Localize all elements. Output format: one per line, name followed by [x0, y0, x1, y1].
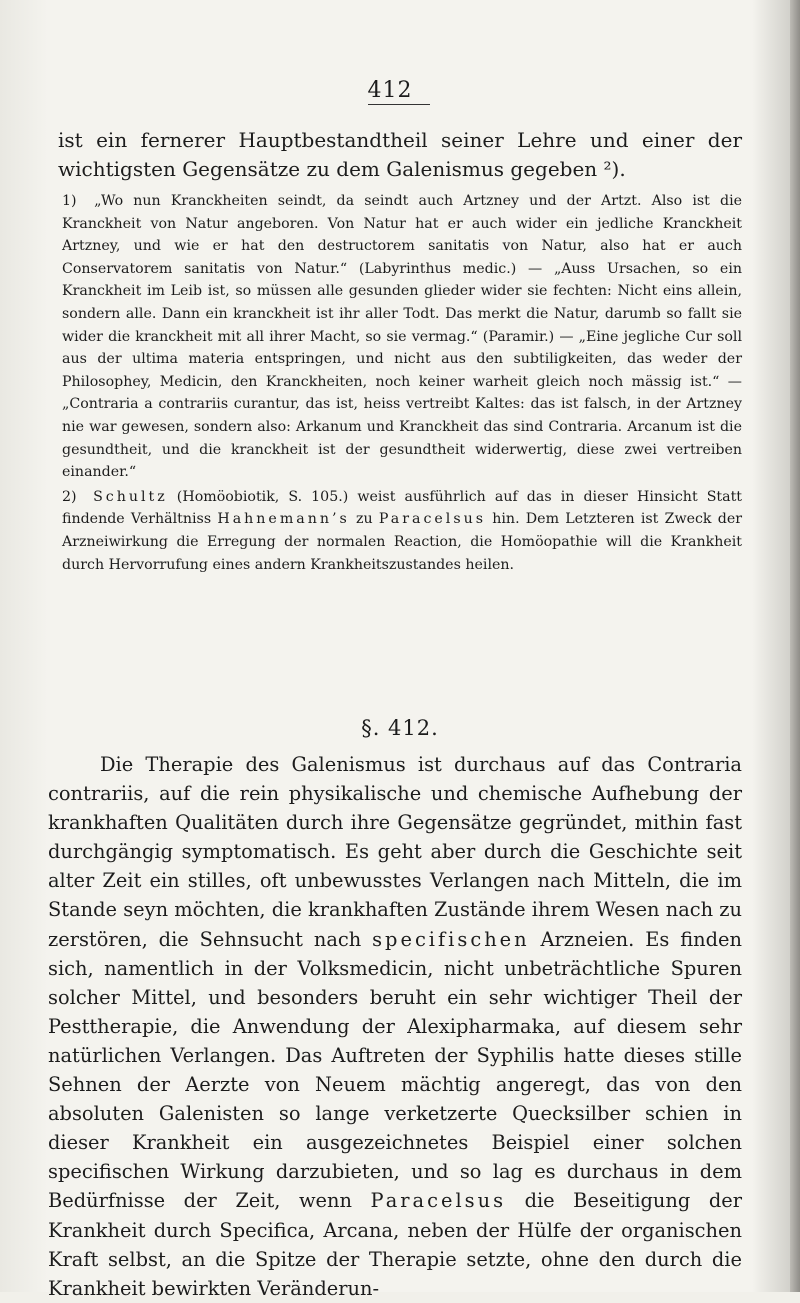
footnotes: [62, 190, 742, 578]
footnote-1: [62, 190, 742, 484]
footnote-2-text-c: hin. Dem Letzteren ist Zweck der Arzneiwirkung die Erregung der normalen Reaction, die Homöopathie will die Krankheit durch Hervorrufung eines andern Krankheitszustandes heilen.: [62, 511, 743, 573]
body-text-3: die Beseitigung der Krankheit durch Specifica, Arcana, neben der Hülfe der organischen Kraft selbst, an die Spitze der Therapie setzte, ohne den durch die Krankheit bewirkten Veränderun-: [48, 1189, 743, 1300]
page-edge-shadow: [790, 0, 800, 1292]
footnote-2-name-paracelsus: Paracelsus: [378, 511, 487, 528]
footnote-2-text-b: zu: [349, 511, 379, 528]
footnote-1-text: „Wo nun Kranckheiten seindt, da seindt auch Artzney und der Artzt. Also ist die Kranckheit von Natur angeboren. Von Natur hat er auch wider ein jedliche Kranckheit Artzney, und wie er hat den destructorem sanitatis von Natur, also hat er auch Conservatorem sanitatis von Natur.“ (Labyrinthus medic.) — „Auss Ursachen, so ein Kranckheit im Leib ist, so müssen alle gesunden glieder wider sie fechten: Nicht eins allein, sondern alle. Dann ein kranckheit ist ihr aller Todt. Das merkt die Natur, darumb so fallt sie wider die kranckheit mit all ihrer Macht, so sie vermag.“ (Paramir.) — „Eine jegliche Cur soll aus der ultima materia entspringen, und nicht aus den subtiligkeiten, das weder der Philosophey, Medicin, den Kranckheiten, noch keiner warheit gleich noch mässig ist.“ — „Contraria a contrariis curantur, das ist, heiss vertreibt Kaltes: das ist falsch, in der Artzney nie war gewesen, sondern also: Arkanum und Kranckheit das sind Contraria. Arcanum ist die gesundtheit, und die kranckheit ist der gesundtheit widerwertig, diese zwei vertreiben einander.“: [62, 193, 743, 481]
body-text-1: Die Therapie des Galenismus ist durchaus auf das Contraria contrariis, auf die rein physikalische und chemische Aufhebung der krankhaften Qualitäten durch ihre Gegensätze gegründet, mithin fast durchgängig symptomatisch. Es geht aber durch die Geschichte seit alter Zeit ein stilles, oft unbewusstes Verlangen nach Mitteln, die im Stande seyn möchten, die krankhaften Zustände ihrem Wesen nach zu zerstören, die Sehnsucht nach: [48, 753, 742, 951]
footnote-2: [62, 486, 742, 576]
footnote-2-label: 2): [62, 488, 77, 505]
body-emphasis-specifischen: specifischen: [372, 927, 530, 951]
footnote-2-name-schultz: Schultz: [93, 488, 168, 505]
body-emphasis-paracelsus: Paracelsus: [370, 1189, 507, 1213]
body-text-2: Arzneien. Es finden sich, namentlich in der Volksmedicin, nicht unbeträchtliche Spuren solcher Mittel, und besonders beruht ein sehr wichtiger Theil der Pesttherapie, die Anwendung der Alexipharmaka, auf diesem sehr natürlichen Verlangen. Das Auftreten der Syphilis hatte dieses stille Sehnen der Aerzte von Neuem mächtig angeregt, das von den absoluten Galenisten so lange verketzerte Quecksilber schien in dieser Krankheit ein ausgezeichnetes Beispiel einer solchen specifischen Wirkung darzubieten, und so lag es durchaus in dem Bedürfnisse der Zeit, wenn: [48, 927, 742, 1213]
section-heading: §. 412.: [361, 716, 439, 740]
page-number: 412: [367, 78, 413, 103]
footnote-1-label: 1): [62, 193, 77, 209]
footnote-2-name-hahnemann: Hahnemann’s: [217, 511, 350, 528]
body-paragraph: [48, 750, 742, 1303]
intro-paragraph: ist ein fernerer Hauptbestandtheil seiner Lehre und einer der wichtigsten Gegensätze zu dem Galenismus gegeben ²).: [58, 128, 742, 181]
section-body: [48, 750, 742, 1303]
footnote-2-text-a: (Homöobiotik, S. 105.) weist ausführlich auf das in dieser Hinsicht Statt findende Verhältniss: [62, 488, 742, 528]
page-number-rule: [368, 104, 430, 105]
